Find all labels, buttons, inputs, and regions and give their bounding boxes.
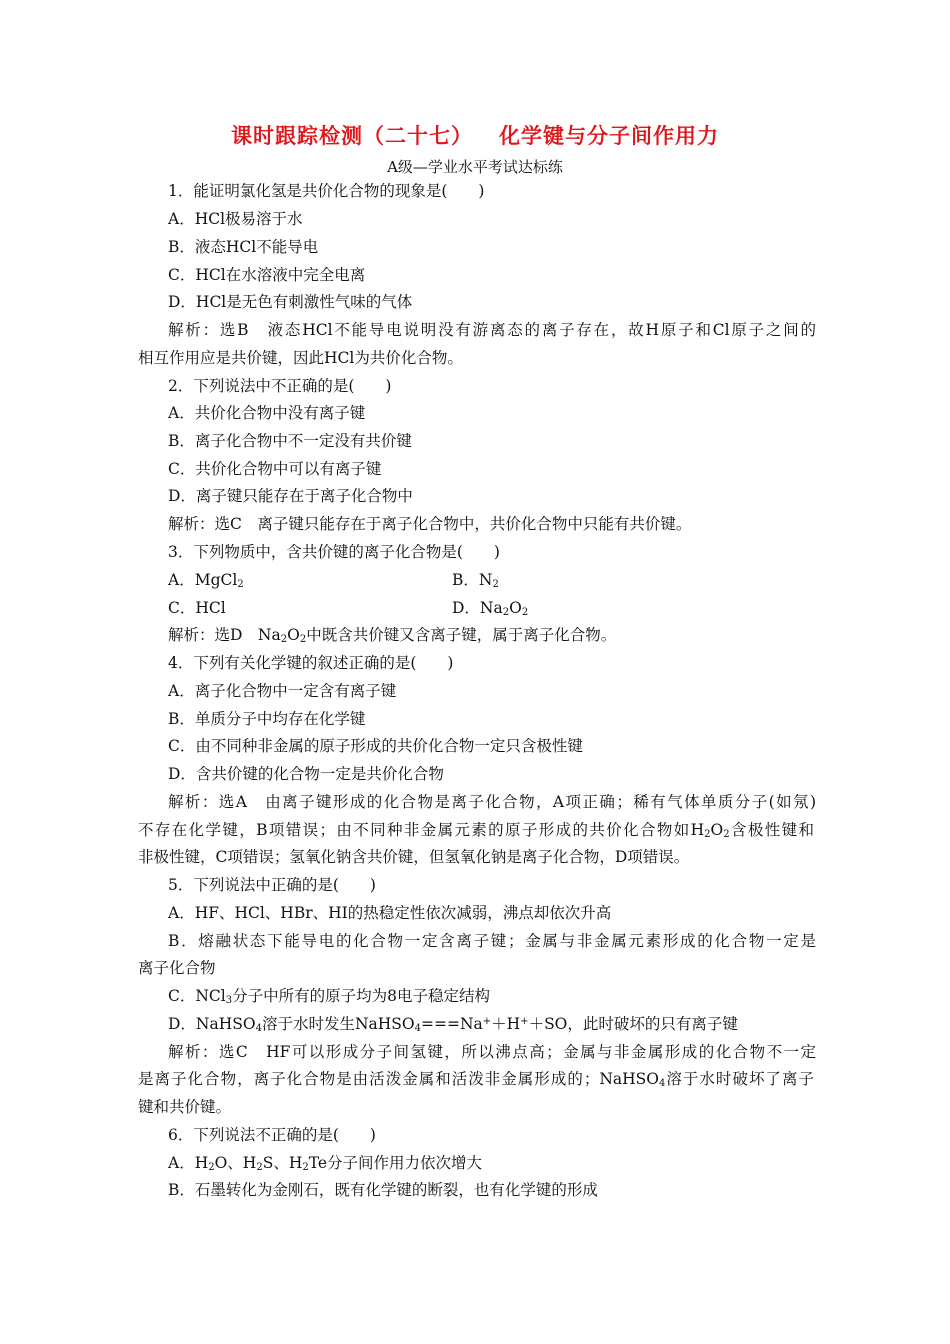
q5-option-a: A．HF、HCl、HBr、HI的热稳定性依次减弱，沸点却依次升高 xyxy=(168,904,612,922)
q5-option-b-line-2: 离子化合物 xyxy=(138,959,216,977)
q2-option-a: A．共价化合物中没有离子键 xyxy=(168,404,366,422)
q5-analysis-line-2: 是离子化合物，离子化合物是由活泼金属和活泼非金属形成的；NaHSO$_4$溶于水时破坏了离子 xyxy=(138,1070,814,1089)
q1-stem: 1．能证明氯化氢是共价化合物的现象是( ) xyxy=(168,182,485,200)
q6-stem: 6．下列说法不正确的是( ) xyxy=(168,1126,376,1144)
q4-analysis-line-2: 不存在化学键，B项错误；由不同种非金属元素的原子形成的共价化合物如$H_2O_2$含极性键和 xyxy=(138,821,814,840)
q3-analysis: 解析：选D $Na_2O_2$中既含共价键又含离子键，属于离子化合物。 xyxy=(168,626,617,645)
title-part-1: 课时跟踪检测（二十七） xyxy=(231,124,473,148)
q1-option-d: D．HCl是无色有刺激性气味的气体 xyxy=(168,293,413,311)
q4-option-c: C．由不同种非金属的原子形成的共价化合物一定只含极性键 xyxy=(168,737,583,755)
q4-analysis-line-3: 非极性键，C项错误；氢氧化钠含共价键，但氢氧化钠是离子化合物，D项错误。 xyxy=(138,848,690,866)
q3-option-d: D．$Na_2O_2$ xyxy=(452,599,529,618)
q1-analysis-line-2: 相互作用应是共价键，因此HCl为共价化合物。 xyxy=(138,349,463,367)
q4-option-b: B．单质分子中均存在化学键 xyxy=(168,710,366,728)
q2-stem: 2．下列说法中不正确的是( ) xyxy=(168,377,392,395)
section-subtitle: A级—学业水平考试达标练 xyxy=(387,158,563,176)
page-title xyxy=(0,120,950,150)
q2-option-d: D．离子键只能存在于离子化合物中 xyxy=(168,487,413,505)
q2-option-c: C．共价化合物中可以有离子键 xyxy=(168,460,382,478)
q4-stem: 4．下列有关化学键的叙述正确的是( ) xyxy=(168,654,454,672)
q5-stem: 5．下列说法中正确的是( ) xyxy=(168,876,376,894)
q5-analysis-line-3: 键和共价键。 xyxy=(138,1098,232,1116)
q6-option-a: A．$H_2O$、$H_2S$、$H_2Te$分子间作用力依次增大 xyxy=(168,1154,483,1173)
q5-option-d: D．NaHSO$_4$溶于水时发生NaHSO$_4$===Na+＋H+＋SO，此时破坏的只有离子键 xyxy=(168,1015,738,1034)
q4-analysis-line-1: 解析：选A 由离子键形成的化合物是离子化合物，A项正确；稀有气体单质分子(如氖) xyxy=(168,793,816,811)
q2-analysis: 解析：选C 离子键只能存在于离子化合物中，共价化合物中只能有共价键。 xyxy=(168,515,692,533)
q1-option-a: A．HCl极易溶于水 xyxy=(168,210,303,228)
q6-option-b: B．石墨转化为金刚石，既有化学键的断裂，也有化学键的形成 xyxy=(168,1181,598,1199)
q4-option-a: A．离子化合物中一定含有离子键 xyxy=(168,682,397,700)
q1-option-b: B．液态HCl不能导电 xyxy=(168,238,319,256)
title-part-2: 化学键与分子间作用力 xyxy=(499,124,719,148)
q3-option-a: A．MgCl$_2$ xyxy=(168,571,244,590)
q1-analysis-line-1: 解析：选B 液态HCl不能导电说明没有游离态的离子存在，故H原子和Cl原子之间的 xyxy=(168,321,816,339)
q5-analysis-line-1: 解析：选C HF可以形成分子间氢键，所以沸点高；金属与非金属形成的化合物不一定 xyxy=(168,1043,816,1061)
q5-option-c: C．NCl$_3$分子中所有的原子均为8电子稳定结构 xyxy=(168,987,490,1006)
q2-option-b: B．离子化合物中不一定没有共价键 xyxy=(168,432,412,450)
q5-option-b-line-1: B．熔融状态下能导电的化合物一定含离子键；金属与非金属元素形成的化合物一定是 xyxy=(168,932,816,950)
q3-option-c: C．HCl xyxy=(168,599,226,617)
q1-option-c: C．HCl在水溶液中完全电离 xyxy=(168,266,366,284)
q3-option-b: B．$N_2$ xyxy=(452,571,499,590)
q3-stem: 3．下列物质中，含共价键的离子化合物是( ) xyxy=(168,543,500,561)
q4-option-d: D．含共价键的化合物一定是共价化合物 xyxy=(168,765,444,783)
